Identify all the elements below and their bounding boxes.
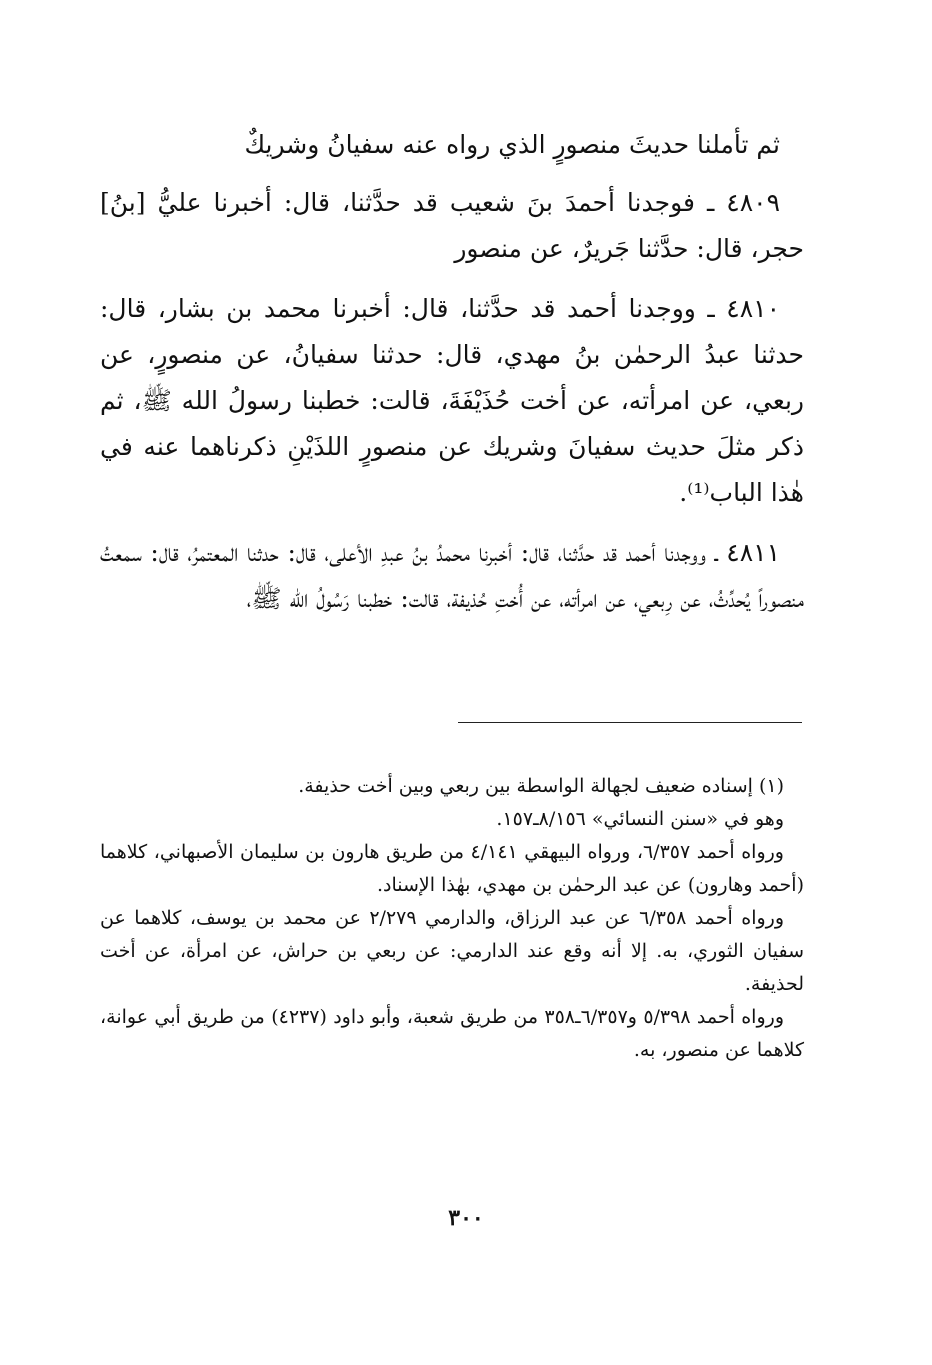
page-number: ٣٠٠ <box>448 1205 484 1231</box>
main-text <box>100 122 804 636</box>
footnote-line: وهو في «سنن النسائي» ٨/١٥٦ـ١٥٧. <box>496 808 784 830</box>
intro-line: ثم تأملنا حديثَ منصورٍ الذي رواه عنه سفيانُ وشريكٌ <box>244 130 780 159</box>
footnote-divider <box>458 722 802 723</box>
hadith-4809: ٤٨٠٩ ـ فوجدنا أحمدَ بنَ شعيب قد حدَّثنا، قال: أخبرنا عليُّ [بنُ] حجر، قال: حدَّثنا جَريرٌ، عن منصور <box>100 188 804 263</box>
hadith-4811: ٤٨١١ ـ ووجدنا أحمد قد حدَّثنا، قال: أخبرنا محمدُ بنُ عبدِ الأعلى، قال: حدثنا المعتمرُ، قال: سمعتُ منصوراً يُحدِّثُ، عن رِبعي، عن امرأته، عن أُختِ حُذيفة، قالت: خطبنا رَسُولُ الله ﷺ، <box>100 538 804 613</box>
footnote-line: ورواه أحمد ٦/٣٥٧، ورواه البيهقي ٤/١٤١ من طريق هارون بن سليمان الأصبهاني، كلاهما (أحمد وهارون) عن عبد الرحمٰن بن مهدي، بهٰذا الإسناد. <box>100 841 804 896</box>
footnote-line: ورواه أحمد ٦/٣٥٨ عن عبد الرزاق، والدارمي ٢/٢٧٩ عن محمد بن يوسف، كلاهما عن سفيان الثوري، به. إلا أنه وقع عند الدارمي: عن ربعي بن حراش، عن امرأة، عن أخت لحذيفة. <box>100 907 804 995</box>
footnote-line: ورواه أحمد ٥/٣٩٨ و٦/٣٥٧ـ٣٥٨ من طريق شعبة، وأبو داود (٤٢٣٧) من طريق أبي عوانة، كلاهما عن منصور، به. <box>100 1006 804 1061</box>
hadith-4810: ٤٨١٠ ـ ووجدنا أحمد قد حدَّثنا، قال: أخبرنا محمد بن بشار، قال: حدثنا عبدُ الرحمٰن بنُ مهدي، قال: حدثنا سفيانُ، عن منصورٍ، عن ربعي، عن امرأته، عن أخت حُذَيْفَةَ، قالت: خطبنا رسولُ الله ﷺ، ثم ذكر مثلَ حديث سفيانَ وشريك عن منصورٍ اللذَيْنِ ذكرناهما عنه في هٰذا الباب⁽¹⁾. <box>100 294 804 507</box>
footnotes <box>100 770 804 1067</box>
footnote-1: (١) إسناده ضعيف لجهالة الواسطة بين ربعي وبين أخت حذيفة. <box>298 775 784 797</box>
